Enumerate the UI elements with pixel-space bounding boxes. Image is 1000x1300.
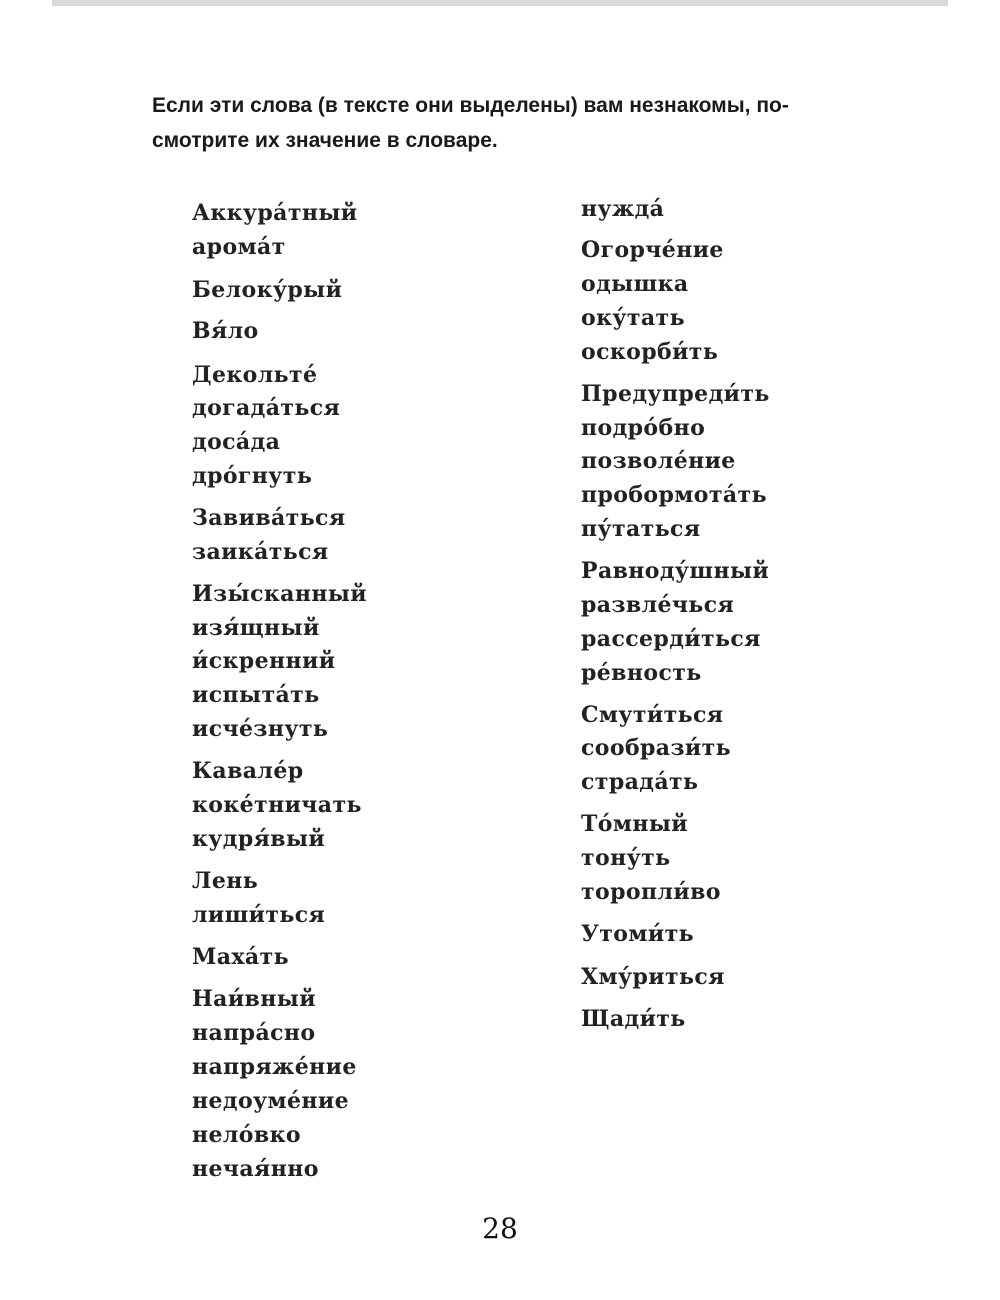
vocabulary-word: одышка	[581, 271, 689, 297]
vocabulary-word: Предупреди́ть	[581, 381, 770, 407]
vocabulary-word: изя́щный	[192, 615, 320, 641]
vocabulary-word: оскорби́ть	[581, 339, 719, 365]
vocabulary-word: То́мный	[581, 811, 689, 837]
vocabulary-word: лиши́ться	[192, 902, 326, 928]
vocabulary-word: оку́тать	[581, 305, 685, 331]
vocabulary-word: исче́знуть	[192, 716, 329, 742]
vocabulary-word: рассерди́ться	[581, 626, 761, 652]
vocabulary-word: Щади́ть	[581, 1006, 686, 1032]
top-divider	[52, 0, 948, 6]
vocabulary-word: Смути́ться	[581, 702, 724, 728]
vocabulary-word: нужда́	[581, 196, 665, 222]
vocabulary-word: Утоми́ть	[581, 921, 694, 947]
vocabulary-word: подро́бно	[581, 415, 706, 441]
vocabulary-word: позволе́ние	[581, 448, 736, 474]
vocabulary-word: Изы́сканный	[192, 581, 367, 607]
page-number: 28	[482, 1212, 518, 1245]
vocabulary-word: нело́вко	[192, 1122, 301, 1148]
vocabulary-word: Равноду́шный	[581, 558, 770, 584]
vocabulary-word: Лень	[192, 868, 259, 894]
intro-line-2: смотрите их значение в словаре.	[152, 129, 498, 152]
vocabulary-word: Вя́ло	[192, 318, 259, 344]
vocabulary-word: испыта́ть	[192, 682, 320, 708]
vocabulary-word: пробормота́ть	[581, 482, 767, 508]
vocabulary-word: нечая́нно	[192, 1156, 319, 1182]
vocabulary-word: Наи́вный	[192, 986, 316, 1012]
vocabulary-word: догада́ться	[192, 395, 341, 421]
vocabulary-word: ре́вность	[581, 660, 702, 686]
vocabulary-word: Маха́ть	[192, 944, 289, 970]
vocabulary-word: Аккура́тный	[192, 200, 358, 226]
vocabulary-word: и́скренний	[192, 648, 336, 674]
vocabulary-word: Белоку́рый	[192, 277, 343, 303]
vocabulary-word: доса́да	[192, 429, 281, 455]
vocabulary-word: Кавале́р	[192, 758, 304, 784]
vocabulary-word: коке́тничать	[192, 792, 362, 818]
vocabulary-word: Завива́ться	[192, 505, 346, 531]
vocabulary-word: развле́чься	[581, 592, 735, 618]
vocabulary-word: страда́ть	[581, 769, 699, 795]
vocabulary-word: Декольте́	[192, 362, 318, 388]
intro-line-1: Если эти слова (в тексте они выделены) вам незнакомы, по-	[152, 94, 789, 117]
intro-paragraph	[152, 88, 872, 158]
vocabulary-word: напра́сно	[192, 1020, 316, 1046]
vocabulary-word: торопли́во	[581, 879, 721, 905]
vocabulary-word: тону́ть	[581, 845, 671, 871]
vocabulary-word: Огорче́ние	[581, 237, 724, 263]
vocabulary-word: недоуме́ние	[192, 1088, 350, 1114]
vocabulary-word: Хму́риться	[581, 964, 725, 990]
vocabulary-word: заика́ться	[192, 539, 329, 565]
vocabulary-word: арома́т	[192, 234, 286, 260]
vocabulary-word: напряже́ние	[192, 1054, 357, 1080]
vocabulary-word: пу́таться	[581, 516, 701, 542]
vocabulary-word: сообрази́ть	[581, 735, 731, 761]
vocabulary-word: кудря́вый	[192, 826, 326, 852]
vocabulary-word: дро́гнуть	[192, 463, 313, 489]
